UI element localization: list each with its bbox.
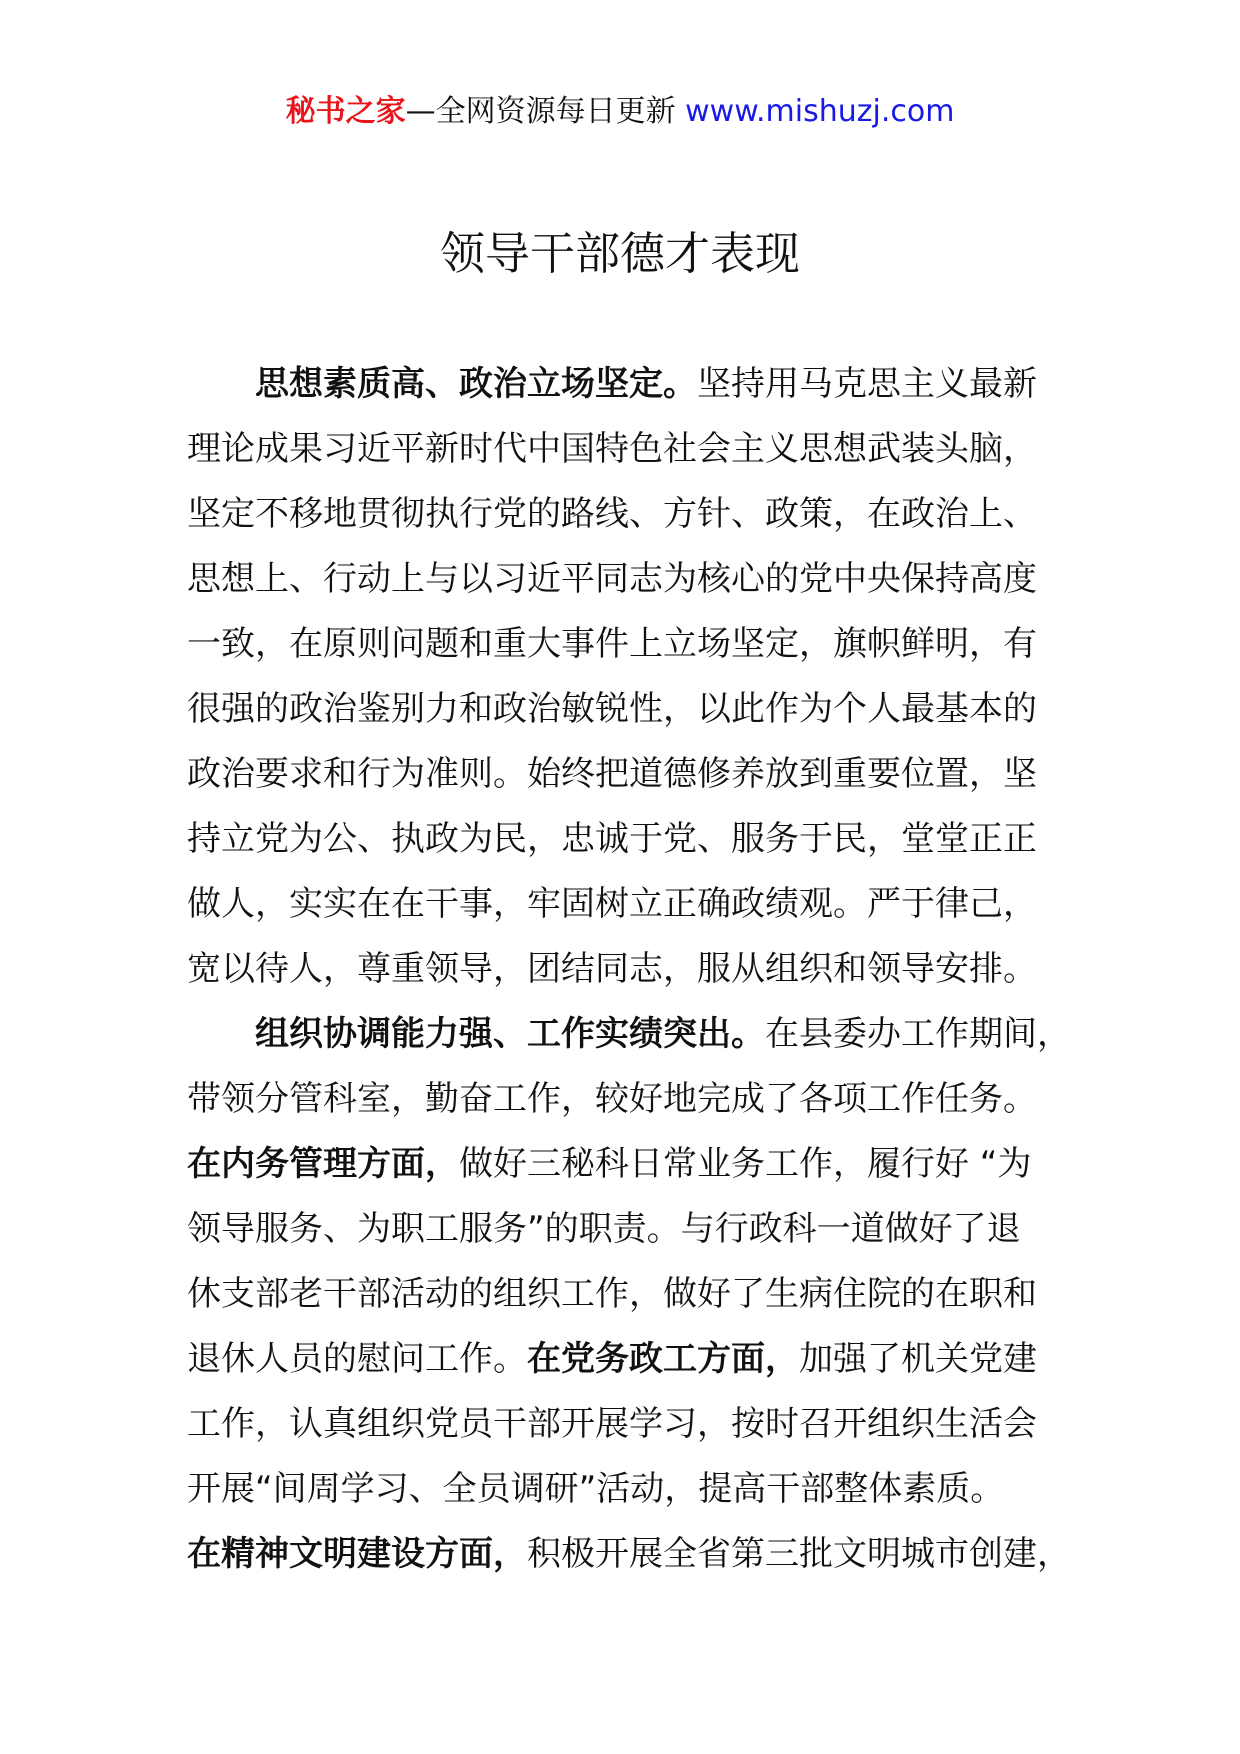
- document-body: [187, 352, 1071, 1587]
- body-text: 带领分管科室，勤奋工作，较好地完成了各项工作任务。: [187, 1079, 1037, 1119]
- bold-heading-text: 在党务政工方面，: [527, 1339, 799, 1379]
- body-text: 政治要求和行为准则。始终把道德修养放到重要位置，坚: [187, 754, 1037, 794]
- document-title: 领导干部德才表现: [439, 227, 800, 280]
- body-text: 坚持用马克思主义最新: [697, 364, 1037, 404]
- body-text: 开展“间周学习、全员调研”活动，提高干部整体素质。: [187, 1469, 1005, 1509]
- body-text: 一致，在原则问题和重大事件上立场坚定，旗帜鲜明，有: [187, 624, 1037, 664]
- text-line: [187, 872, 1067, 937]
- body-text: 在县委办工作期间，: [765, 1014, 1071, 1054]
- text-line: [187, 482, 1067, 547]
- bold-heading-text: 思想素质高、政治立场坚定。: [255, 364, 697, 404]
- body-text: 休支部老干部活动的组织工作，做好了生病住院的在职和: [187, 1274, 1037, 1314]
- body-text: 退休人员的慰问工作。: [187, 1339, 527, 1379]
- site-url-link[interactable]: www.mishuzj.com: [685, 94, 955, 129]
- text-line: [187, 417, 1067, 482]
- text-line: [187, 1327, 1067, 1392]
- text-line: [187, 612, 1067, 677]
- text-line: [187, 1262, 1067, 1327]
- text-line: [187, 677, 1067, 742]
- text-line: [187, 742, 1067, 807]
- text-line: [187, 1197, 1067, 1262]
- bold-heading-text: 在内务管理方面，: [187, 1144, 459, 1184]
- body-text: 领导服务、为职工服务”的职责。与行政科一道做好了退: [187, 1209, 1021, 1249]
- text-line: [187, 1067, 1067, 1132]
- body-text: 持立党为公、执政为民，忠诚于党、服务于民，堂堂正正: [187, 819, 1037, 859]
- body-text: 做人，实实在在干事，牢固树立正确政绩观。严于律己，: [187, 884, 1037, 924]
- body-text: 工作，认真组织党员干部开展学习，按时召开组织生活会: [187, 1404, 1037, 1444]
- text-line: [187, 1392, 1067, 1457]
- bold-heading-text: 组织协调能力强、工作实绩突出。: [255, 1014, 765, 1054]
- body-text: 加强了机关党建: [799, 1339, 1037, 1379]
- text-line: [187, 547, 1067, 612]
- bold-heading-text: 在精神文明建设方面，: [187, 1534, 527, 1574]
- body-text: 宽以待人，尊重领导，团结同志，服从组织和领导安排。: [187, 949, 1037, 989]
- text-line: [187, 352, 1067, 417]
- text-line: [187, 1132, 1067, 1197]
- text-line: [187, 1002, 1071, 1067]
- site-brand: 秘书之家: [285, 94, 406, 129]
- text-line: [187, 1457, 1067, 1522]
- body-text: 做好三秘科日常业务工作，履行好 “为: [459, 1144, 1032, 1184]
- site-tagline: —全网资源每日更新: [405, 94, 686, 129]
- body-text: 积极开展全省第三批文明城市创建，: [527, 1534, 1071, 1574]
- body-text: 坚定不移地贯彻执行党的路线、方针、政策，在政治上、: [187, 494, 1037, 534]
- text-line: [187, 807, 1067, 872]
- site-header: [0, 92, 1240, 132]
- text-line: [187, 937, 1067, 1002]
- text-line: [187, 1522, 1071, 1587]
- body-text: 理论成果习近平新时代中国特色社会主义思想武装头脑，: [187, 429, 1037, 469]
- body-text: 很强的政治鉴别力和政治敏锐性，以此作为个人最基本的: [187, 689, 1037, 729]
- body-text: 思想上、行动上与以习近平同志为核心的党中央保持高度: [187, 559, 1037, 599]
